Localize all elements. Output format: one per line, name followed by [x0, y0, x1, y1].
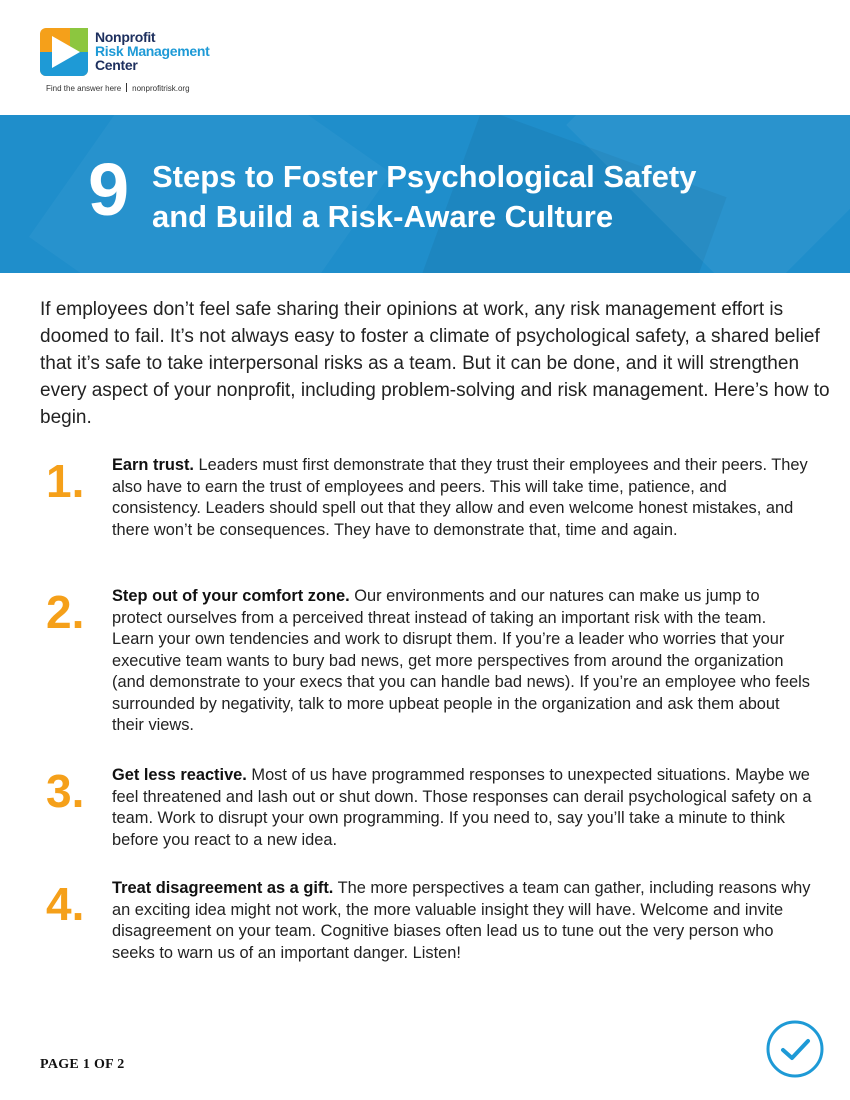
- step-heading: Get less reactive.: [112, 766, 247, 784]
- tagline-text: Find the answer here: [46, 84, 122, 93]
- step-description: Leaders must first demonstrate that they trust their employees and their peers. They also have to earn the trust of employees and peers. This will take time, patience, and consistency. Leaders should spell out that they allow and even welcome honest mistakes, and there won’t be consequences. They have to demonstrate that, time and again.: [112, 456, 808, 539]
- step-text: [112, 455, 812, 541]
- step-description: The more perspectives a team can gather, including reasons why an exciting idea might not work, the more valuable insight they will have. Welcome and invite disagreement on your team. Cognitive biases often lead us to tune out the very person who seeks to warn us of an important danger. Listen!: [112, 879, 811, 962]
- tagline: [46, 83, 190, 93]
- step-number: 1.: [46, 455, 85, 507]
- logo-wordmark: [95, 30, 210, 72]
- tagline-divider: [126, 83, 127, 92]
- page-title-line-1: Steps to Foster Psychological Safety: [152, 159, 697, 194]
- step-text: [112, 586, 812, 737]
- banner-number: 9: [88, 148, 130, 231]
- logo-line-1: Nonprofit: [95, 29, 156, 45]
- checkmark-circle-icon: [766, 1020, 824, 1078]
- step-text: [112, 765, 812, 851]
- intro-paragraph: If employees don’t feel safe sharing their opinions at work, any risk management effort is doomed to fail. It’s not always easy to foster a climate of psychological safety, a shared belief that it’s safe to take interpersonal risks as a team. But it can be done, and it will strengthen every aspect of your nonprofit, including problem-solving and risk management. Here’s how to begin.: [40, 299, 830, 428]
- step-description: Our environments and our natures can make us jump to protect ourselves from a perceived threat instead of taking an important risk with the team. Learn your own tendencies and work to disrupt them. If you’re a leader who worries that your executive team wants to bury bad news, get more perspectives from around the organization (and demonstrate to your execs that you can handle bad news). If you’re an employee who feels surrounded by negativity, talk to more upbeat people in the organization and ask them about their views.: [112, 587, 810, 734]
- step-description: Most of us have programmed responses to unexpected situations. Maybe we feel threatened and lash out or shut down. Those responses can derail psychological safety on a team. Work to disrupt your own programming. If you need to, say you’ll take a minute to think before you react to a new idea.: [112, 766, 812, 849]
- step-heading: Earn trust.: [112, 456, 194, 474]
- tagline-url: nonprofitrisk.org: [132, 84, 190, 93]
- page-number-label: PAGE 1 OF 2: [40, 1057, 125, 1072]
- step-number: 4.: [46, 878, 85, 930]
- step-text: [112, 878, 812, 964]
- page-title: [152, 157, 696, 237]
- step-number: 2.: [46, 586, 85, 638]
- logo-line-2: Risk Management: [95, 43, 210, 59]
- step-heading: Treat disagreement as a gift.: [112, 879, 334, 897]
- play-triangle-logo-icon: [40, 28, 88, 76]
- page-title-line-2: and Build a Risk-Aware Culture: [152, 199, 614, 234]
- logo-line-3: Center: [95, 57, 138, 73]
- step-number: 3.: [46, 765, 85, 817]
- step-heading: Step out of your comfort zone.: [112, 587, 350, 605]
- org-logo: [40, 28, 240, 98]
